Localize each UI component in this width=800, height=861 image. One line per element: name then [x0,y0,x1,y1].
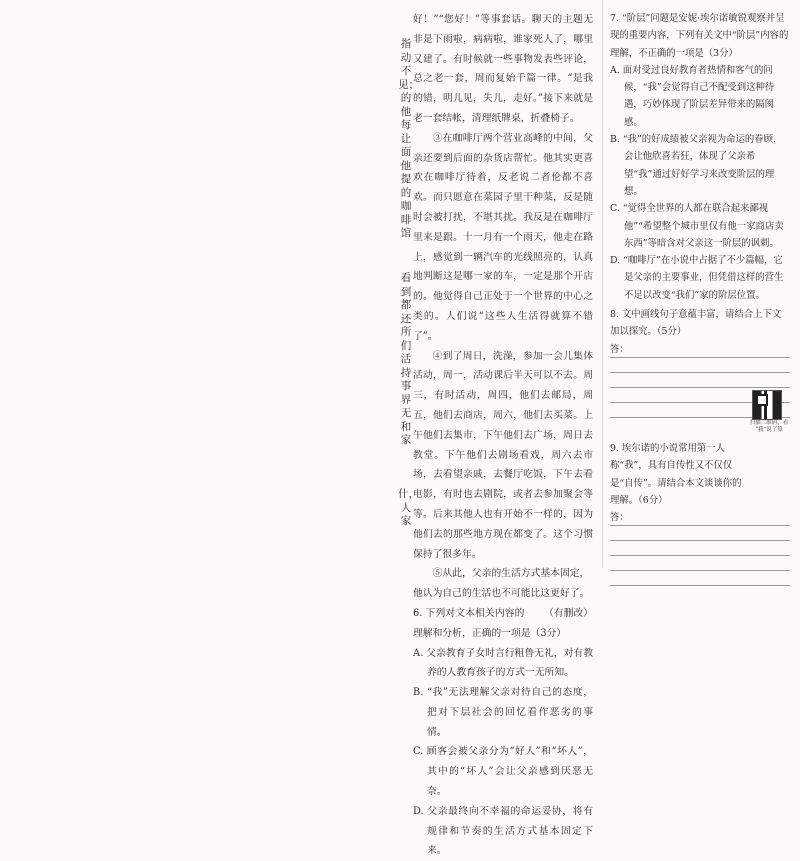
option-d[interactable]: D. 父亲最终向不幸福的命运妥协，将有规律和节奏的生活方式基本固定下来。 [413,805,593,857]
answer-line [610,372,790,373]
question-stem: 6. 下列对文本相关内容的理解和分析，正确的一项是（3分） [413,607,567,639]
answer-line [610,387,790,388]
answer-label: 答： [610,512,629,524]
question-stem: 7. “阶层”问题是安妮·埃尔诺敏锐观察并呈现的重要内容，下列有关文中“阶层”内容的理解，不正确的一项是（3分） [610,13,789,59]
answer-line [610,570,790,571]
question-stem: 9. 埃尔诺的小说常用第一人称“我”，具有自传性又不仅仅是“自传”。请结合本文谈谈你的理解。（6分） [610,442,742,506]
question-6 [413,604,593,861]
answer-line [610,357,790,358]
questions-column [610,10,790,586]
qr-code-icon[interactable] [752,390,782,420]
answer-line [610,540,790,541]
question-stem: 8. 文中画线句子意蕴丰富，请结合上下文加以探究。（5分） [610,309,782,338]
question-7 [610,10,790,304]
margin-column-1: 指动不见；的他每让面他提的咖啡馆 [398,38,419,239]
column-divider [602,0,603,568]
source-note: （有删改） [544,607,593,619]
option-b[interactable]: B. “我”无法理解父亲对待自己的态度，把对下层社会的回忆看作恶劣的事情。 [413,687,593,738]
option-b[interactable]: B. “我”的好成绩被父亲视为命运的眷顾，会让他欣喜若狂，体现了父亲希望“我”通过好好学习来改变阶层的理想。 [610,134,783,197]
option-d[interactable]: D. “咖啡厅”在小说中占据了不少篇幅，它是父亲的主要事业，但凭借这样的营生不足以改变“我们”家的阶层位置。 [610,255,784,301]
passage-paragraph: 好！”“您好！”等事套话。聊天的主题无非是下雨啦，病病啦，谁家死人了，哪里又建了。有时候就一些事物发表些评论，总之老一套，周而复始千篇一律。“是我的错，明儿见，失儿，走好。”接下来就是老一套结帐，清理纸牌桌，折叠椅子。 [413,14,593,124]
option-c[interactable]: C. 顾客会被父亲分为“好人”和“坏人”，其中的“坏人”会让父亲感到厌恶无奈。 [413,746,593,798]
answer-line [610,525,790,526]
option-a[interactable]: A. 面对受过良好教育者热情和客气的问候，“我”会觉得自己不配受到这种待遇，巧妙体现了阶层差异带来的隔阂感。 [610,64,775,128]
option-c[interactable]: C. “觉得全世界的人都在联合起来鄙视他”“希望整个城市里仅有他一家商店卖东西”等暗含对父亲这一阶层的讽刺。 [610,203,784,249]
answer-line [610,585,790,586]
passage-paragraph: ④到了周日，洗澡，参加一会儿集体活动，周一，活动课后半天可以不去。周三，有时活动，周四，他们去邮局，周五，他们去商店，周六，他们去买菜。上午他们去集市，下午他们去广场，周日去教堂。下午他们去剧场看戏，周六去市场，去看望亲戚，去餐厅吃饭，下午去看电影，有时也去剧院，或者去参加聚会等等。后来其他人也有开始不一样的，因为他们去的那些地方现在都变了。这个习惯保持了很多年。 [413,350,593,560]
answer-label: 答： [610,343,629,355]
margin-column-3: 什，人家 [398,488,419,527]
passage-paragraph: ⑤从此，父亲的生活方式基本固定，他认为自己的生活也不可能比这更好了。 （有删改） [413,564,593,604]
qr-caption: 扫描二维码，看 “我”说了算 [749,420,789,433]
question-9 [610,440,746,526]
option-a[interactable]: A. 父亲教育子女时言行粗鲁无礼，对有教养的人教育孩子的方式一无所知。 [413,647,593,679]
passage-column [413,10,593,861]
passage-paragraph: ③在咖啡厅两个营业高峰的中间，父亲还要到后面的杂货店帮忙。他其实更喜欢在咖啡厅待着，反老说二者伦都不喜欢。而只愿意在菜园子里干种菜，反是随时会被打扰，不堪其扰。我反是在咖啡厅里来是跟。十一月有一个雨天，他走在路上，感觉到一辆汽车的光线照亮的，认真地判断这是哪一家的车，一定是那个开店的。他觉得自己正处于一个世界的中心之类的。人们说“这些人生活得就算不错了”。 [413,132,593,342]
answer-line [610,555,790,556]
margin-column-2: 看到都还所们活持事界无和家 [400,272,412,446]
answer-area[interactable] [610,525,790,586]
